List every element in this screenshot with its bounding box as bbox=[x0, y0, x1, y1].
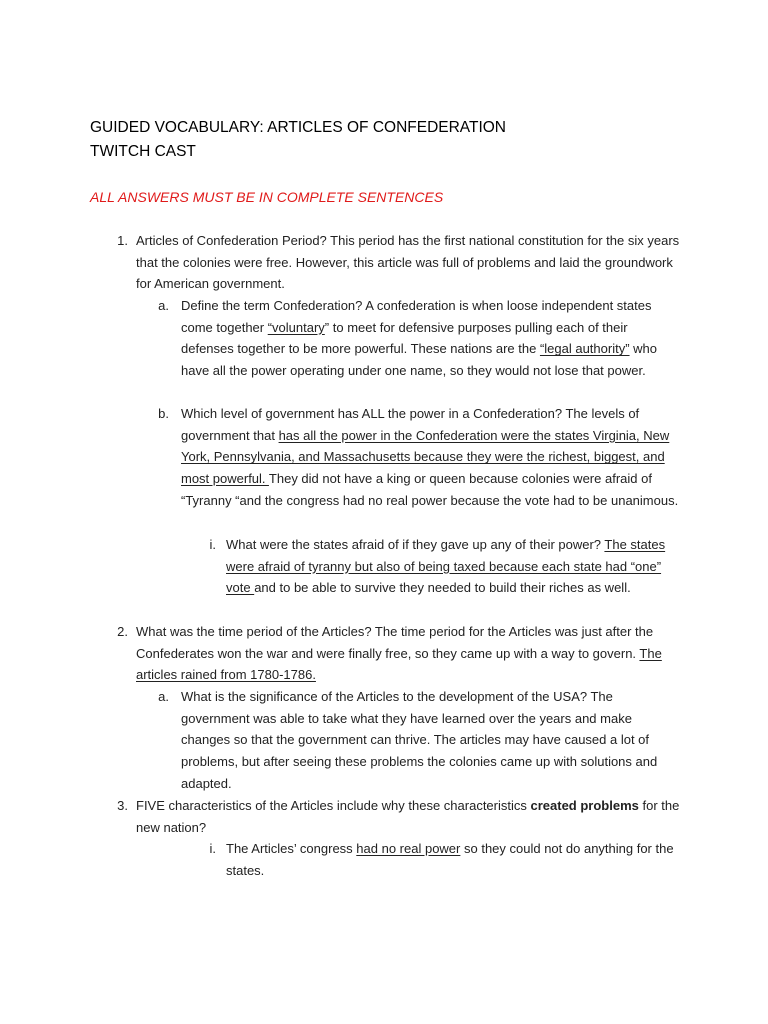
underlined-answer: “legal authority” bbox=[539, 341, 630, 357]
item-text: What was the time period of the Articles? The time period for the Articles was just after the Confederates won the war and were finally free, so they came up with a way to govern. bbox=[136, 624, 654, 661]
underlined-answer: The states were afraid of tyranny but also of being taxed because each state had “one” vote bbox=[226, 537, 666, 596]
list-item-1bi bbox=[209, 534, 681, 599]
list-marker: a. bbox=[158, 298, 169, 313]
item-text: Articles of Confederation Period? This period has the first national constitution for the six years that the colonies were free. However, this article was full of problems and laid the groundwork for American government. bbox=[136, 233, 680, 292]
item-text: ” to meet for defensive purposes pulling each of their defenses together to be more powerful. These nations are the bbox=[181, 319, 628, 357]
item-text: for the new nation? bbox=[136, 798, 680, 835]
item-text: What were the states afraid of if they gave up any of their power? bbox=[226, 537, 605, 552]
document-title bbox=[90, 116, 506, 164]
list-item-2a bbox=[158, 686, 681, 795]
list-marker: i. bbox=[209, 537, 216, 552]
item-text: Which level of government has ALL the power in a Confederation? The levels of government that bbox=[181, 406, 640, 443]
list-item-1b bbox=[158, 403, 681, 512]
bold-phrase: created problems bbox=[530, 798, 639, 813]
item-text: FIVE characteristics of the Articles include why these characteristics bbox=[136, 798, 531, 813]
list-marker: 2. bbox=[117, 624, 128, 639]
item-text: What is the significance of the Articles to the development of the USA? The government was able to take what they have learned over the years and make changes so that the government can thrive. The articles may have caused a lot of problems, but after seeing these problems the colonies came up with solutions and adapted. bbox=[181, 689, 658, 791]
item-text: The Articles’ congress bbox=[226, 841, 357, 856]
list-marker: i. bbox=[209, 841, 216, 856]
item-text: They did not have a king or queen because colonies were afraid of “Tyranny “and the congress had no real power because the vote had to be unanimous. bbox=[181, 471, 679, 508]
item-text: who have all the power operating under one name, so they would not lose that power. bbox=[181, 341, 658, 379]
underlined-answer: had no real power bbox=[356, 841, 461, 856]
item-text: and to be able to survive they needed to build their riches as well. bbox=[254, 580, 631, 596]
item-text: so they could not do anything for the states. bbox=[226, 841, 674, 878]
list-item-3i bbox=[209, 838, 681, 881]
list-marker: 1. bbox=[117, 233, 128, 248]
list-marker: a. bbox=[158, 689, 169, 704]
title-line-2: TWITCH CAST bbox=[90, 143, 196, 160]
list-item-1 bbox=[117, 230, 681, 295]
underlined-answer: “voluntary bbox=[267, 319, 325, 335]
instruction-text: ALL ANSWERS MUST BE IN COMPLETE SENTENCES bbox=[90, 189, 444, 205]
list-marker: b. bbox=[158, 406, 169, 421]
underlined-answer: has all the power in the Confederation were the states Virginia, New York, Pennsylvania, and Massachusetts because they were the richest, biggest, and most powerful. bbox=[181, 427, 670, 487]
title-line-1: GUIDED VOCABULARY: ARTICLES OF CONFEDERATION bbox=[90, 119, 507, 136]
item-text: Define the term Confederation? A confederation is when loose independent states come together bbox=[181, 298, 652, 335]
list-item-1a bbox=[158, 295, 681, 382]
underlined-answer: The articles rained from 1780-1786. bbox=[136, 645, 662, 683]
list-item-2 bbox=[117, 621, 681, 686]
list-item-3 bbox=[117, 795, 681, 838]
list-marker: 3. bbox=[117, 798, 128, 813]
